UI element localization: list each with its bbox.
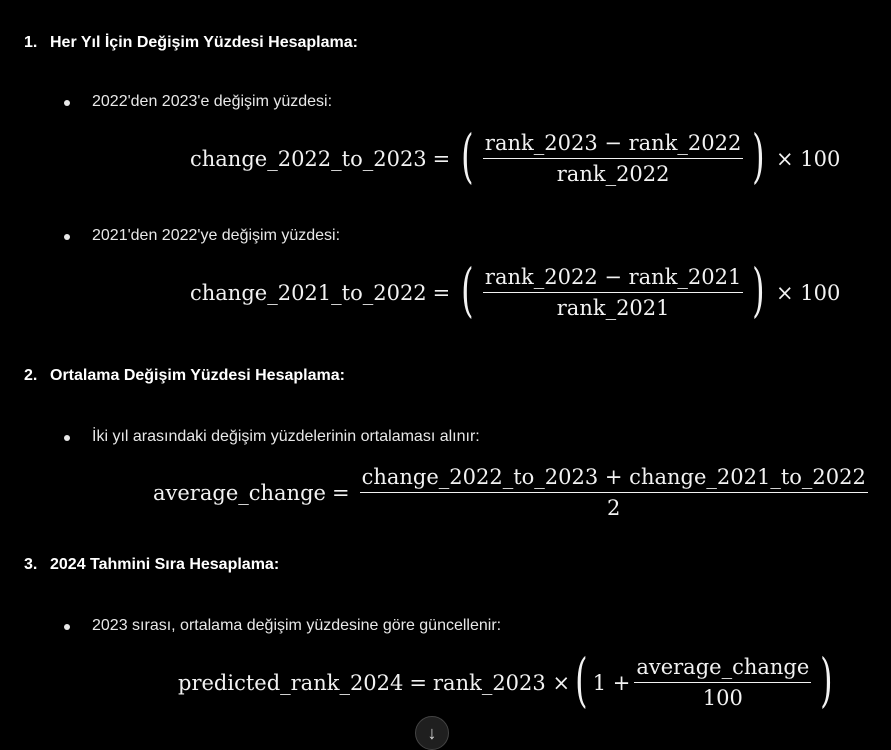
section-title: Her Yıl İçin Değişim Yüzdesi Hesaplama: — [50, 34, 358, 51]
right-paren: ) — [752, 255, 765, 324]
list-item — [64, 227, 340, 245]
fraction — [483, 265, 743, 320]
bullet-dot — [64, 624, 70, 630]
formula-equals: = — [432, 280, 451, 305]
fraction — [483, 131, 743, 186]
numerator: rank_2022 − rank_2021 — [483, 265, 743, 293]
formula-predicted-rank — [178, 645, 838, 714]
fraction — [634, 655, 811, 710]
formula-change-2021-2022 — [190, 255, 846, 324]
arrow-down-icon: ↓ — [427, 722, 437, 743]
formula-multiplier: × 100 — [776, 280, 841, 305]
list-item — [64, 617, 501, 635]
section-number: 2. — [24, 367, 38, 384]
bullet-text: 2023 sırası, ortalama değişim yüzdesine göre güncellenir: — [92, 617, 502, 634]
formula-one-plus: 1 + — [592, 670, 631, 695]
section-number: 3. — [24, 556, 38, 573]
formula-equals: = — [331, 480, 350, 505]
right-paren: ) — [820, 645, 833, 714]
section-1-heading — [24, 34, 358, 52]
formula-term: rank_2023 × — [433, 670, 571, 695]
denominator: 2 — [607, 496, 621, 520]
left-paren: ( — [461, 121, 474, 190]
formula-average-change — [153, 465, 872, 520]
section-3-heading — [24, 556, 279, 574]
formula-lhs: average_change — [153, 480, 326, 505]
formula-equals: = — [432, 146, 451, 171]
section-title: Ortalama Değişim Yüzdesi Hesaplama: — [50, 367, 345, 384]
formula-lhs: predicted_rank_2024 — [178, 670, 404, 695]
left-paren: ( — [575, 645, 588, 714]
bullet-text: 2022'den 2023'e değişim yüzdesi: — [92, 93, 333, 110]
list-item — [64, 93, 332, 111]
formula-lhs: change_2022_to_2023 — [190, 146, 427, 171]
section-title: 2024 Tahmini Sıra Hesaplama: — [50, 556, 280, 573]
bullet-text: 2021'den 2022'ye değişim yüzdesi: — [92, 227, 341, 244]
formula-equals: = — [409, 670, 428, 695]
numerator: rank_2023 − rank_2022 — [483, 131, 743, 159]
right-paren: ) — [752, 121, 765, 190]
scroll-down-button[interactable] — [415, 716, 449, 750]
formula-lhs: change_2021_to_2022 — [190, 280, 427, 305]
numerator: change_2022_to_2023 + change_2021_to_2022 — [360, 465, 868, 493]
bullet-text: İki yıl arasındaki değişim yüzdelerinin ortalaması alınır: — [92, 428, 480, 445]
section-2-heading — [24, 367, 345, 385]
bullet-dot — [64, 234, 70, 240]
denominator: 100 — [702, 686, 743, 710]
formula-change-2022-2023 — [190, 121, 846, 190]
formula-multiplier: × 100 — [776, 146, 841, 171]
denominator: rank_2021 — [556, 296, 670, 320]
bullet-dot — [64, 435, 70, 441]
bullet-dot — [64, 100, 70, 106]
list-item — [64, 428, 480, 446]
denominator: rank_2022 — [556, 162, 670, 186]
numerator: average_change — [634, 655, 811, 683]
fraction — [360, 465, 868, 520]
left-paren: ( — [461, 255, 474, 324]
section-number: 1. — [24, 34, 38, 51]
